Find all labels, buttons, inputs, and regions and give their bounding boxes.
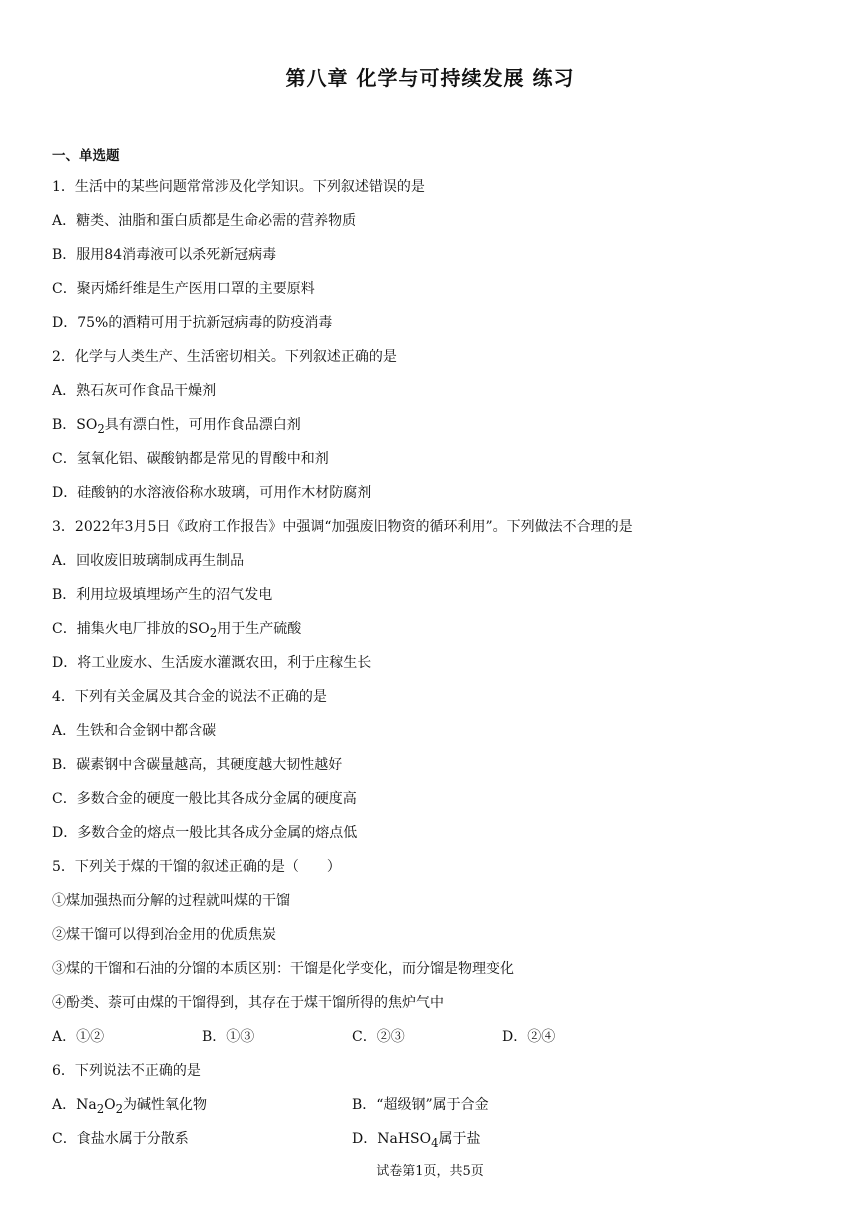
subscript: 2 xyxy=(96,1101,105,1116)
option-c: C．②③ xyxy=(352,1029,405,1045)
option-b: B．①③ xyxy=(202,1029,255,1045)
option-c: C．氢氧化铝、碳酸钠都是常见的胃酸中和剂 xyxy=(52,451,329,467)
option-a: A．生铁和合金钢中都含碳 xyxy=(52,723,217,739)
question-stem: 6．下列说法不正确的是 xyxy=(52,1063,201,1079)
question-stem: 5．下列关于煤的干馏的叙述正确的是（ ） xyxy=(52,859,341,875)
statement-1: ①煤加强热而分解的过程就叫煤的干馏 xyxy=(52,893,290,909)
option-text: 属于盐 xyxy=(438,1131,481,1147)
question-list xyxy=(52,170,812,1156)
option-text: C．捕集火电厂排放的SO xyxy=(52,621,210,637)
option-d xyxy=(352,1122,652,1156)
option-row xyxy=(52,1088,812,1122)
section-heading: 一、单选题 xyxy=(52,148,120,164)
option-a: A．糖类、油脂和蛋白质都是生命必需的营养物质 xyxy=(52,213,357,229)
statement-4: ④酚类、萘可由煤的干馏得到，其存在于煤干馏所得的焦炉气中 xyxy=(52,995,444,1011)
option-c: C．多数合金的硬度一般比其各成分金属的硬度高 xyxy=(52,791,357,807)
option-text: D．NaHSO xyxy=(352,1131,432,1147)
option-a xyxy=(52,1088,352,1122)
option-c: C．食盐水属于分散系 xyxy=(52,1131,189,1147)
option-d: D．将工业废水、生活废水灌溉农田，利于庄稼生长 xyxy=(52,655,372,671)
option-text: A．Na xyxy=(52,1097,97,1113)
question-stem: 1．生活中的某些问题常常涉及化学知识。下列叙述错误的是 xyxy=(52,179,425,195)
subscript: 2 xyxy=(209,625,218,640)
option-text: B．SO xyxy=(52,417,98,433)
option-text: 为碱性氧化物 xyxy=(123,1097,208,1113)
option-text: 用于生产硫酸 xyxy=(217,621,302,637)
option-c xyxy=(52,612,812,646)
statement-3: ③煤的干馏和石油的分馏的本质区别：干馏是化学变化，而分馏是物理变化 xyxy=(52,961,514,977)
question-stem: 2．化学与人类生产、生活密切相关。下列叙述正确的是 xyxy=(52,349,397,365)
question-stem: 3．2022年3月5日《政府工作报告》中强调“加强废旧物资的循环利用”。下列做法不合理的是 xyxy=(52,519,633,535)
page-footer: 试卷第1页，共5页 xyxy=(376,1164,484,1179)
subscript: 2 xyxy=(115,1101,124,1116)
option-b: B．利用垃圾填埋场产生的沼气发电 xyxy=(52,587,273,603)
option-b xyxy=(52,408,812,442)
option-row xyxy=(52,1020,812,1054)
option-b: B．“超级钢”属于合金 xyxy=(352,1097,489,1113)
question-stem: 4．下列有关金属及其合金的说法不正确的是 xyxy=(52,689,327,705)
option-b: B．服用84消毒液可以杀死新冠病毒 xyxy=(52,247,277,263)
option-text: 具有漂白性，可用作食品漂白剂 xyxy=(104,417,301,433)
option-c: C．聚丙烯纤维是生产医用口罩的主要原料 xyxy=(52,281,315,297)
option-d: D．75%的酒精可用于抗新冠病毒的防疫消毒 xyxy=(52,315,333,331)
option-text: O xyxy=(104,1097,116,1113)
subscript: 2 xyxy=(97,421,105,436)
option-row xyxy=(52,1122,812,1156)
option-d: D．②④ xyxy=(502,1029,556,1045)
subscript: 4 xyxy=(431,1135,439,1150)
option-a: A．①② xyxy=(52,1029,105,1045)
option-d: D．多数合金的熔点一般比其各成分金属的熔点低 xyxy=(52,825,358,841)
option-b: B．碳素钢中含碳量越高，其硬度越大韧性越好 xyxy=(52,757,343,773)
statement-2: ②煤干馏可以得到冶金用的优质焦炭 xyxy=(52,927,276,943)
option-d: D．硅酸钠的水溶液俗称水玻璃，可用作木材防腐剂 xyxy=(52,485,372,501)
option-a: A．回收废旧玻璃制成再生制品 xyxy=(52,553,245,569)
option-a: A．熟石灰可作食品干燥剂 xyxy=(52,383,217,399)
page-title: 第八章 化学与可持续发展 练习 xyxy=(285,66,575,90)
